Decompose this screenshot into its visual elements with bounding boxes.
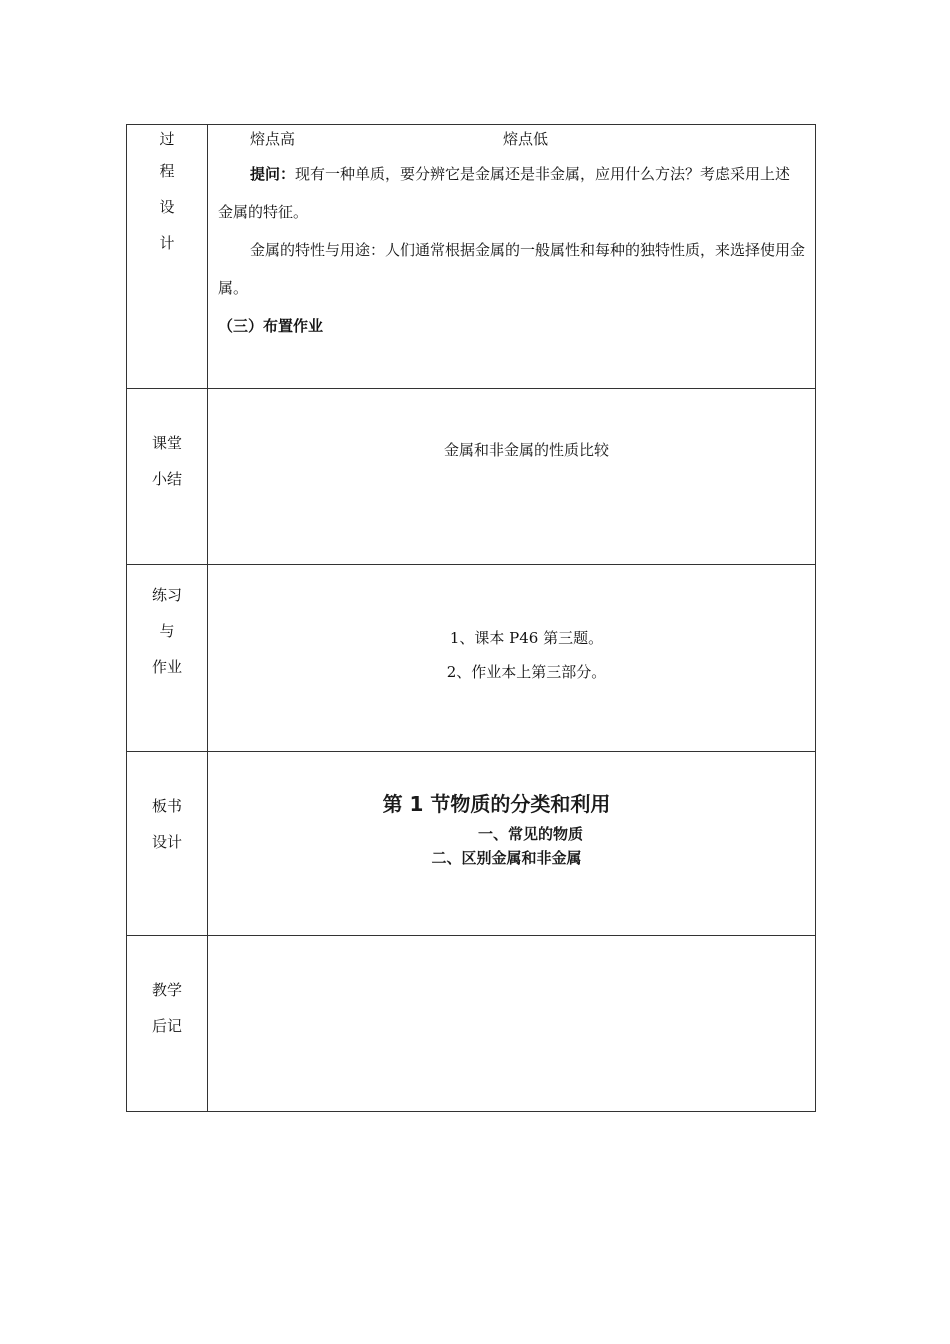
practice-list (208, 621, 815, 689)
notes-content-cell (208, 936, 816, 1112)
label-practice-homework (127, 565, 208, 752)
practice-item: 2、作业本上第三部分。 (446, 663, 607, 681)
lesson-plan-table (126, 124, 816, 1112)
homework-section-heading: （三）布置作业 (218, 317, 324, 335)
board-image (208, 786, 815, 870)
label-text: 设计 (151, 833, 182, 851)
label-char: 设 (159, 198, 175, 216)
metal-uses-paragraph: 金属的特性与用途：人们通常根据金属的一般属性和每种的独特性质，来选择使用金属。 (218, 241, 806, 297)
board-subtitle-1: 一、常见的物质 (477, 825, 583, 843)
label-board-design (127, 752, 208, 936)
board-title: 第 1 节物质的分类和利用 (382, 792, 611, 816)
board-subtitle-2: 二、区别金属和非金属 (431, 849, 582, 867)
label-text: 板书 (151, 797, 182, 815)
question-label: 提问： (250, 165, 296, 183)
melting-high-text: 熔点高 (250, 130, 296, 148)
label-class-summary (127, 389, 208, 565)
label-char: 程 (159, 162, 175, 180)
label-text: 教学 (151, 981, 182, 999)
practice-item: 1、课本 P46 第三题。 (449, 629, 604, 647)
label-text: 作业 (151, 658, 182, 676)
summary-text: 金属和非金属的性质比较 (443, 441, 609, 459)
melting-point-line (218, 127, 805, 151)
label-teaching-notes (127, 936, 208, 1112)
practice-content-cell (208, 565, 816, 752)
summary-content-cell (208, 389, 816, 565)
process-content-cell (208, 125, 816, 389)
label-text: 后记 (151, 1017, 182, 1035)
row-class-summary (127, 389, 816, 565)
label-text: 课堂 (151, 434, 182, 452)
row-process-design (127, 125, 816, 389)
question-text: 现有一种单质，要分辨它是金属还是非金属，应用什么方法？考虑采用上述金属的特征。 (218, 165, 791, 221)
label-text: 与 (159, 622, 175, 640)
board-content-cell (208, 752, 816, 936)
row-teaching-notes (127, 936, 816, 1112)
label-text: 小结 (151, 470, 182, 488)
label-text: 练习 (151, 586, 182, 604)
row-practice-homework (127, 565, 816, 752)
label-char: 过 (159, 130, 175, 148)
question-paragraph (218, 155, 805, 231)
label-process-design (127, 125, 208, 389)
melting-low-text: 熔点低 (503, 130, 549, 148)
row-board-design (127, 752, 816, 936)
label-char: 计 (159, 234, 175, 252)
